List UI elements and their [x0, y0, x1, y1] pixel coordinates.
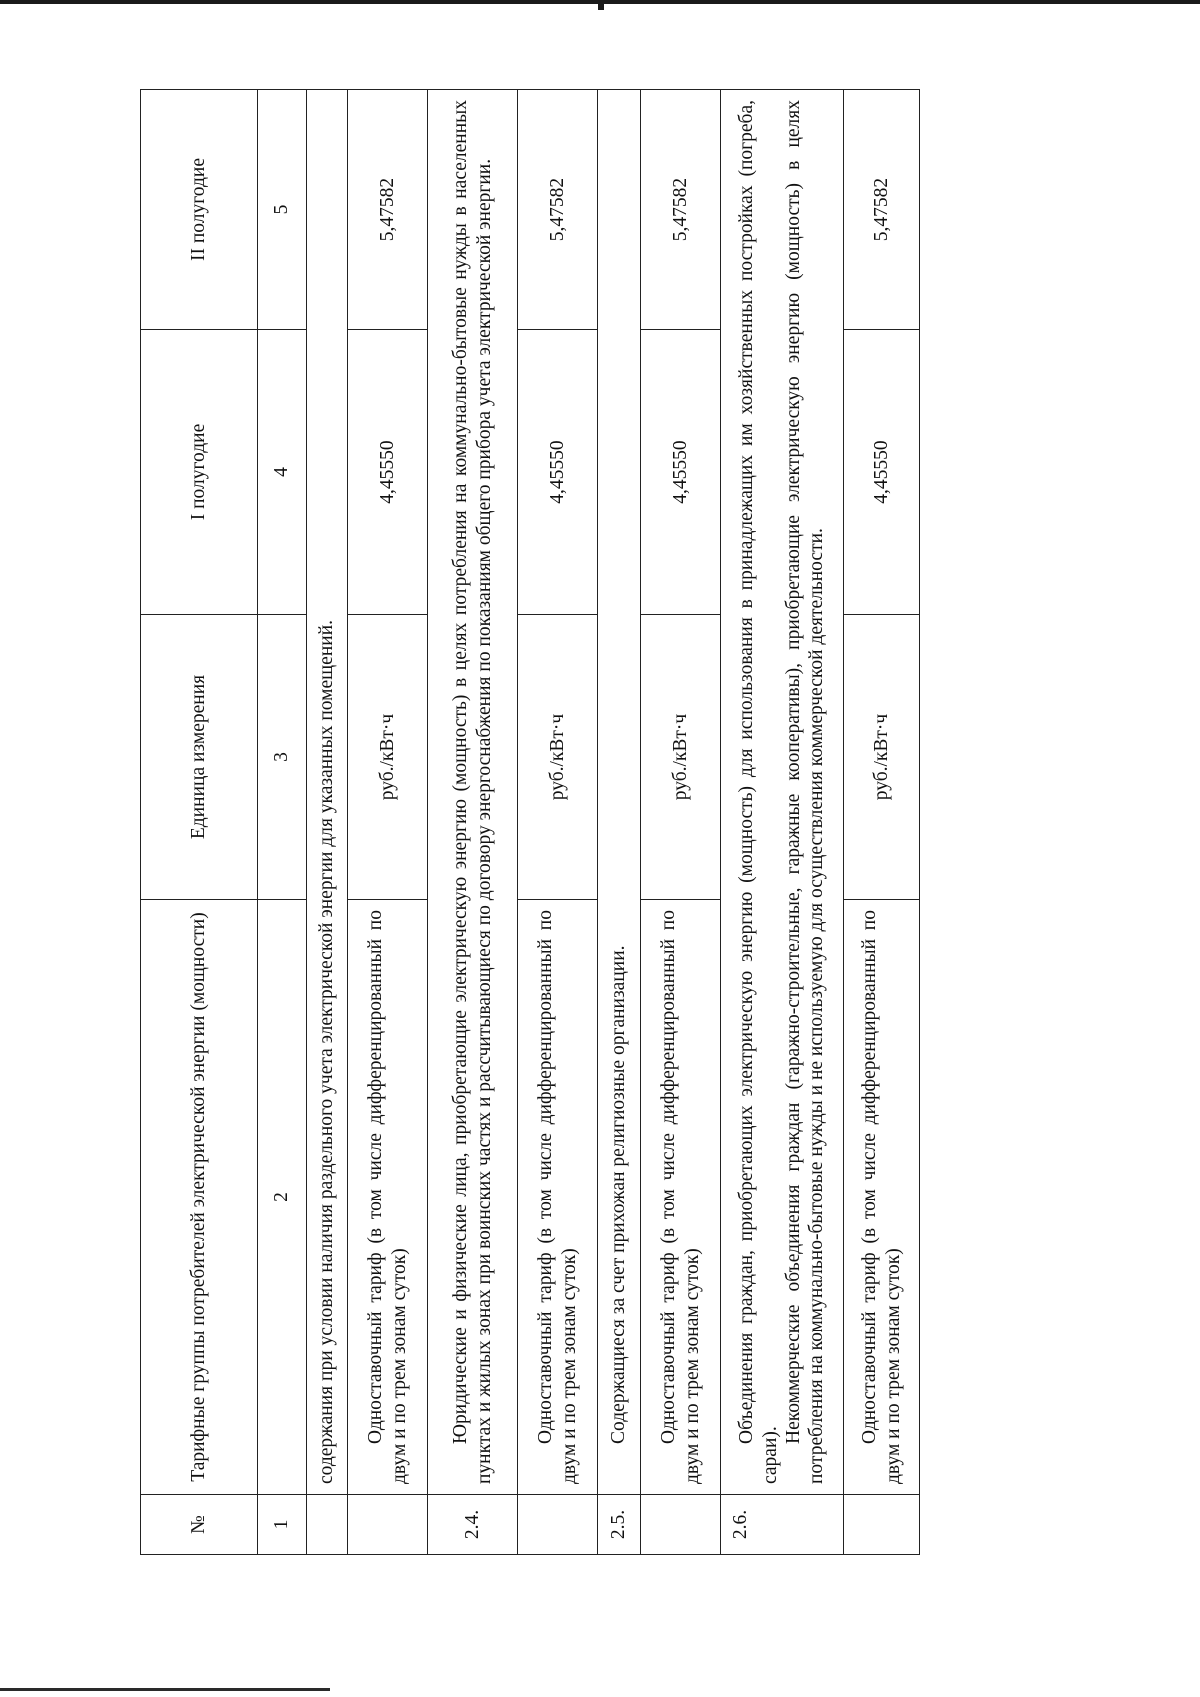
header-row — [141, 90, 258, 1555]
col-number-3: 3 — [257, 615, 306, 900]
section-text-2-5: Содержащиеся за счет прихожан религиозные организации. — [608, 945, 630, 1444]
header-h1: I полугодие — [141, 330, 258, 615]
header-h2: II полугодие — [141, 90, 258, 330]
col-number-4: 4 — [257, 330, 306, 615]
h2-value: 5,47582 — [641, 90, 721, 330]
row-index-2-5: 2.5. — [598, 1495, 641, 1555]
section-cell-2-6 — [721, 90, 844, 1495]
section-row-2-4 — [427, 90, 517, 1555]
section-text-2-6-a: Объединения граждан, приобретающих электрическую энергию (мощность) для использования в принадлежащих им хозяйственных постройках (погреба, сараи). — [736, 100, 781, 1484]
header-unit: Единица измерения — [141, 615, 258, 900]
row-index-2-6: 2.6. — [721, 1495, 844, 1555]
h1-value: 4,45550 — [641, 330, 721, 615]
section-text-2-4: Юридические и физические лица, приобретающие электрическую энергию (мощность) в целях потребления на коммунально-бытовые нужды в населенных пунктах и жилых зонах при воинских частях и рассчитывающиеся по договору энергоснабжения по показаниям общего прибора учета электрической энергии. — [450, 100, 495, 1484]
section-row-2-5 — [598, 90, 641, 1555]
col-number-2: 2 — [257, 900, 306, 1495]
row-index-empty — [844, 1495, 920, 1555]
row-index-empty — [518, 1495, 598, 1555]
row-index-empty — [348, 1495, 428, 1555]
col-number-1: 1 — [257, 1495, 306, 1555]
continuation-index — [307, 1495, 348, 1555]
section-text-2-6-b: Некоммерческие объединения граждан (гаражно-строительные, гаражные кооперативы), приобретающие электрическую энергию (мощность) в целях потребления на коммунально-бытовые нужды и не используемую для осуществления коммерческой деятельности. — [783, 100, 828, 1484]
h2-value: 5,47582 — [348, 90, 428, 330]
column-number-row — [257, 90, 306, 1555]
tariff-label: Одноставочный тариф (в том числе дифференцированный по двум и по трем зонам суток) — [535, 910, 580, 1484]
scan-edge-bottom — [0, 1688, 330, 1691]
tariff-label: Одноставочный тариф (в том числе дифференцированный по двум и по трем зонам суток) — [859, 910, 904, 1484]
row-index-empty — [641, 1495, 721, 1555]
h1-value: 4,45550 — [348, 330, 428, 615]
h2-value: 5,47582 — [518, 90, 598, 330]
header-group: Тарифные группы потребителей электрической энергии (мощности) — [141, 900, 258, 1495]
unit-cell: руб./кВт·ч — [518, 615, 598, 900]
table-row — [348, 90, 428, 1555]
section-row-2-6 — [721, 90, 844, 1555]
tariff-label: Одноставочный тариф (в том числе дифференцированный по двум и по трем зонам суток) — [365, 910, 410, 1484]
header-no: № — [141, 1495, 258, 1555]
rotated-page — [140, 90, 920, 1555]
h2-value: 5,47582 — [844, 90, 920, 330]
h1-value: 4,45550 — [518, 330, 598, 615]
continuation-text: содержания при условии наличия раздельного учета электрической энергии для указанных помещений. — [307, 90, 348, 1495]
table-row — [844, 90, 920, 1555]
row-index-2-4: 2.4. — [427, 1495, 517, 1555]
table-row — [641, 90, 721, 1555]
scan-edge-notch — [598, 0, 604, 10]
col-number-5: 5 — [257, 90, 306, 330]
tariff-table — [140, 89, 920, 1555]
unit-cell: руб./кВт·ч — [844, 615, 920, 900]
unit-cell: руб./кВт·ч — [348, 615, 428, 900]
unit-cell: руб./кВт·ч — [641, 615, 721, 900]
tariff-label: Одноставочный тариф (в том числе дифференцированный по двум и по трем зонам суток) — [658, 910, 703, 1484]
h1-value: 4,45550 — [844, 330, 920, 615]
continuation-row — [307, 90, 348, 1555]
table-row — [518, 90, 598, 1555]
